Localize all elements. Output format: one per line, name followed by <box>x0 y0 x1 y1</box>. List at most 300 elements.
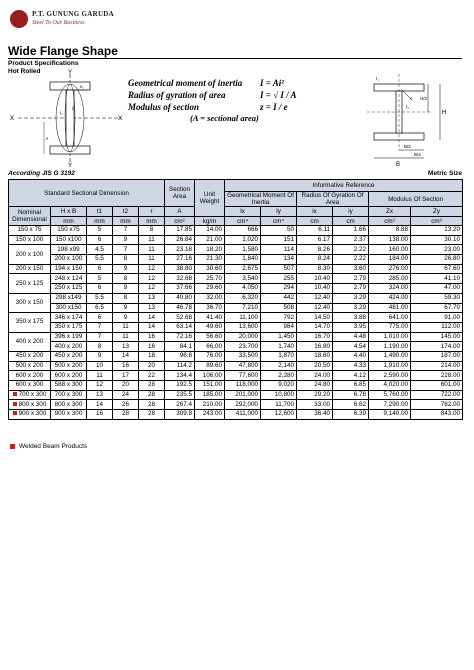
cell-r: 12 <box>139 284 165 294</box>
cell-r: 28 <box>139 400 165 410</box>
table-row <box>9 226 463 236</box>
ix-label: iₓ <box>60 111 63 116</box>
cell-nominal: 350 x 175 <box>9 313 51 332</box>
header-radius-of-gyration: Radius Of Gyration Of Area <box>297 192 369 207</box>
cell-zy: 47.00 <box>411 284 463 294</box>
cell-zx: 160.00 <box>369 245 411 255</box>
cross-section-axes-diagram <box>8 68 126 168</box>
cell-rx: 24.00 <box>297 371 333 381</box>
cell-nominal: 150 x 75 <box>9 226 51 236</box>
cell-a: 63.14 <box>165 322 195 332</box>
cell-t2: 8 <box>113 274 139 284</box>
cell-w: 66.00 <box>195 342 225 352</box>
cell-zx: 1,910.00 <box>369 361 411 371</box>
cell-hb: 250 x 125 <box>51 284 87 294</box>
header-r: r <box>139 207 165 217</box>
cell-w: 29.60 <box>195 284 225 294</box>
cell-ry: 2.79 <box>333 274 369 284</box>
table-row <box>9 264 463 274</box>
cell-zy: 30.10 <box>411 235 463 245</box>
table-row <box>9 235 463 245</box>
cell-w: 30.60 <box>195 264 225 274</box>
header-zy: Zy <box>411 207 463 217</box>
company-logo <box>10 8 120 36</box>
cell-nominal: 200 x 150 <box>9 264 51 274</box>
cell-a: 192.5 <box>165 381 195 391</box>
cell-r: 16 <box>139 342 165 352</box>
header-t1: t1 <box>87 207 113 217</box>
cell-ry: 3.88 <box>333 313 369 323</box>
cell-ry: 2.79 <box>333 284 369 294</box>
cell-ry: 4.33 <box>333 361 369 371</box>
cell-r: 28 <box>139 410 165 420</box>
cell-w: 49.60 <box>195 322 225 332</box>
welded-marker-icon <box>13 392 17 396</box>
cell-nominal: 450 x 200 <box>9 351 51 361</box>
table-row <box>9 284 463 294</box>
header-standard-dimension: Standard Sectional Dimension <box>9 180 165 207</box>
cell-rx: 29.20 <box>297 390 333 400</box>
cell-zx: 2,590.00 <box>369 371 411 381</box>
table-row <box>9 332 463 342</box>
cell-t2: 7 <box>113 226 139 236</box>
cell-r: 13 <box>139 293 165 303</box>
cell-w: 21.00 <box>195 235 225 245</box>
cell-rx: 12.40 <box>297 303 333 313</box>
cell-ix: 201,000 <box>225 390 261 400</box>
header-zx: Zx <box>369 207 411 217</box>
table-row <box>9 361 463 371</box>
cell-ix: 1,840 <box>225 255 261 265</box>
unit-iy: cm⁴ <box>261 217 297 226</box>
cell-hb: 700 x 300 <box>51 390 87 400</box>
cell-a: 267.4 <box>165 400 195 410</box>
cell-ry: 6.39 <box>333 410 369 420</box>
cell-rx: 33.00 <box>297 400 333 410</box>
cell-ry: 3.29 <box>333 303 369 313</box>
unit-t1: mm <box>87 217 113 226</box>
formula-row: Geometrical moment of inertia I = Ai² <box>128 78 284 88</box>
metric-size-label: Metric Size <box>428 170 462 177</box>
half-h-label: H/2 <box>420 96 428 101</box>
cell-t2: 14 <box>113 351 139 361</box>
cell-w: 89.60 <box>195 361 225 371</box>
cell-nominal: 800 x 300 <box>9 400 51 410</box>
t1-label: t₁ <box>376 77 380 82</box>
cell-iy: 984 <box>261 322 297 332</box>
header-t2: t2 <box>113 207 139 217</box>
half-b-label: B/2 <box>404 144 411 149</box>
cell-t1: 4.5 <box>87 245 113 255</box>
subtitle-hot-rolled: Hot Rolled <box>8 68 41 75</box>
cell-r: 16 <box>139 332 165 342</box>
table-row <box>9 313 463 323</box>
cell-zx: 481.00 <box>369 303 411 313</box>
cell-zx: 4,020.00 <box>369 381 411 391</box>
cell-ry: 4.12 <box>333 371 369 381</box>
cell-rx: 14.50 <box>297 313 333 323</box>
table-row <box>9 410 463 420</box>
unit-weight: kg/m <box>195 217 225 226</box>
cell-r: 12 <box>139 274 165 284</box>
cell-t2: 11 <box>113 332 139 342</box>
table-row <box>9 274 463 284</box>
cell-rx: 16.70 <box>297 332 333 342</box>
cell-iy: 12,600 <box>261 410 297 420</box>
cell-zy: 601.00 <box>411 381 463 391</box>
cell-a: 37.66 <box>165 284 195 294</box>
cell-nominal: 900 x 300 <box>9 410 51 420</box>
cell-iy: 10,800 <box>261 390 297 400</box>
cell-ix: 47,800 <box>225 361 261 371</box>
cell-hb: 900 x 300 <box>51 410 87 420</box>
table-row <box>9 351 463 361</box>
cell-a: 17.85 <box>165 226 195 236</box>
cell-t1: 10 <box>87 361 113 371</box>
header-informative-reference: Informative Reference <box>225 180 463 192</box>
cell-nominal: 500 x 200 <box>9 361 51 371</box>
cell-rx: 6.17 <box>297 235 333 245</box>
cell-hb: 298 x149 <box>51 293 87 303</box>
cell-ix: 2,675 <box>225 264 261 274</box>
cell-ix: 411,000 <box>225 410 261 420</box>
cell-zy: 174.00 <box>411 342 463 352</box>
cell-t2: 26 <box>113 400 139 410</box>
cell-w: 18.20 <box>195 245 225 255</box>
cell-zy: 23.00 <box>411 245 463 255</box>
cell-zy: 112.00 <box>411 322 463 332</box>
cell-zy: 13.20 <box>411 226 463 236</box>
cell-t1: 5.5 <box>87 293 113 303</box>
cell-iy: 255 <box>261 274 297 284</box>
cell-t2: 9 <box>113 264 139 274</box>
cell-ry: 6.85 <box>333 381 369 391</box>
cell-t1: 6 <box>87 313 113 323</box>
cell-w: 14.00 <box>195 226 225 236</box>
cell-hb: 500 x 200 <box>51 361 87 371</box>
cell-iy: 134 <box>261 255 297 265</box>
cell-r: 20 <box>139 361 165 371</box>
header-rx: ix <box>297 207 333 217</box>
table-row <box>9 303 463 313</box>
e-label: e <box>46 137 49 142</box>
cell-t1: 5.5 <box>87 255 113 265</box>
h-label: H <box>442 110 447 116</box>
ex-label: eₓ <box>80 85 84 90</box>
cell-a: 235.5 <box>165 390 195 400</box>
welded-marker-icon <box>10 444 15 449</box>
cell-ry: 1.66 <box>333 226 369 236</box>
cell-rx: 20.50 <box>297 361 333 371</box>
cell-nominal: 400 x 200 <box>9 332 51 351</box>
cell-iy: 2,140 <box>261 361 297 371</box>
unit-t2: mm <box>113 217 139 226</box>
cell-a: 72.16 <box>165 332 195 342</box>
b-label: B <box>396 162 401 168</box>
cell-ix: 666 <box>225 226 261 236</box>
cell-rx: 24.80 <box>297 381 333 391</box>
cell-iy: 507 <box>261 264 297 274</box>
cell-ry: 3.60 <box>333 264 369 274</box>
cell-rx: 36.40 <box>297 410 333 420</box>
cell-t2: 13 <box>113 342 139 352</box>
cell-a: 309.8 <box>165 410 195 420</box>
axis-y-bottom-label: Y <box>68 163 73 168</box>
welded-marker-icon <box>13 411 17 415</box>
unit-ry: cm <box>333 217 369 226</box>
axis-y-top-label: Y <box>68 70 73 76</box>
cell-r: 22 <box>139 371 165 381</box>
cell-ix: 1,020 <box>225 235 261 245</box>
cell-t2: 8 <box>113 293 139 303</box>
cell-hb: 200 x 100 <box>51 255 87 265</box>
cell-t2: 28 <box>113 410 139 420</box>
table-row <box>9 255 463 265</box>
cell-t1: 8 <box>87 342 113 352</box>
cell-zx: 424.00 <box>369 293 411 303</box>
cell-ix: 6,320 <box>225 293 261 303</box>
cell-hb: 248 x 124 <box>51 274 87 284</box>
unit-r: mm <box>139 217 165 226</box>
cell-a: 40.80 <box>165 293 195 303</box>
cell-iy: 2,280 <box>261 371 297 381</box>
cell-zy: 722.00 <box>411 390 463 400</box>
axis-x-right-label: X <box>118 116 123 122</box>
unit-area: cm² <box>165 217 195 226</box>
dimension-diagram <box>362 70 466 168</box>
cell-w: 185.00 <box>195 390 225 400</box>
cell-w: 32.00 <box>195 293 225 303</box>
cell-zx: 285.00 <box>369 274 411 284</box>
cell-rx: 12.40 <box>297 293 333 303</box>
formula-row: Radius of gyration of area I = √ I / A <box>128 90 297 100</box>
cell-t1: 6 <box>87 284 113 294</box>
subtitle-specifications: Product Specifications <box>8 60 79 67</box>
cell-zy: 228.00 <box>411 371 463 381</box>
cell-t2: 7 <box>113 245 139 255</box>
formula-row: Modulus of section z = I / e <box>128 102 288 112</box>
cell-nominal: 250 x 125 <box>9 274 51 293</box>
cell-w: 76.00 <box>195 351 225 361</box>
table-row <box>9 322 463 332</box>
cell-zy: 41.10 <box>411 274 463 284</box>
cell-t1: 6 <box>87 264 113 274</box>
unit-hxb: mm <box>51 217 87 226</box>
table-row <box>9 381 463 391</box>
cell-ry: 4.48 <box>333 332 369 342</box>
cell-t1: 11 <box>87 371 113 381</box>
cell-ix: 11,100 <box>225 313 261 323</box>
cell-r: 11 <box>139 245 165 255</box>
cell-w: 151.00 <box>195 381 225 391</box>
cell-iy: 1,450 <box>261 332 297 342</box>
cell-ix: 7,210 <box>225 303 261 313</box>
cell-w: 243.00 <box>195 410 225 420</box>
cell-zy: 843.00 <box>411 410 463 420</box>
cell-t2: 8 <box>113 255 139 265</box>
table-row <box>9 245 463 255</box>
cell-rx: 10.40 <box>297 284 333 294</box>
cell-iy: 50 <box>261 226 297 236</box>
logo-mark-icon <box>10 10 28 28</box>
legend-label: Welded Beam Products <box>19 443 88 450</box>
table-row <box>9 371 463 381</box>
unit-ix: cm⁴ <box>225 217 261 226</box>
cell-w: 210.00 <box>195 400 225 410</box>
page-title: Wide Flange Shape <box>8 44 118 58</box>
cell-ry: 2.37 <box>333 235 369 245</box>
cell-iy: 11,700 <box>261 400 297 410</box>
cell-ix: 13,600 <box>225 322 261 332</box>
cell-t1: 5 <box>87 226 113 236</box>
cell-zy: 67.70 <box>411 303 463 313</box>
cell-t2: 24 <box>113 390 139 400</box>
cell-hb: 400 x 200 <box>51 342 87 352</box>
specification-table <box>8 179 463 420</box>
cell-hb: 800 x 300 <box>51 400 87 410</box>
unit-zy: cm³ <box>411 217 463 226</box>
cell-w: 41.40 <box>195 313 225 323</box>
cell-ix: 118,000 <box>225 381 261 391</box>
cell-t1: 7 <box>87 322 113 332</box>
cell-rx: 8.30 <box>297 264 333 274</box>
cell-ry: 2.22 <box>333 245 369 255</box>
table-row <box>9 293 463 303</box>
header-iy: Iy <box>261 207 297 217</box>
cell-t2: 9 <box>113 284 139 294</box>
cell-ix: 292,000 <box>225 400 261 410</box>
cell-iy: 508 <box>261 303 297 313</box>
header-nominal-dimensional: Nominal Dimensional <box>9 207 51 226</box>
cell-ry: 4.54 <box>333 342 369 352</box>
cell-hb: 194 x 150 <box>51 264 87 274</box>
unit-zx: cm³ <box>369 217 411 226</box>
cell-t2: 20 <box>113 381 139 391</box>
cell-nominal: 300 x 150 <box>9 293 51 312</box>
cell-a: 46.78 <box>165 303 195 313</box>
cell-w: 56.60 <box>195 332 225 342</box>
cell-ix: 23,700 <box>225 342 261 352</box>
cell-r: 14 <box>139 322 165 332</box>
cell-zy: 782.00 <box>411 400 463 410</box>
cell-iy: 1,740 <box>261 342 297 352</box>
title-divider <box>8 58 462 59</box>
cell-zx: 8.88 <box>369 226 411 236</box>
cell-hb: 600 x 200 <box>51 371 87 381</box>
cell-ry: 3.29 <box>333 293 369 303</box>
cell-iy: 151 <box>261 235 297 245</box>
iy-label: iᵧ <box>72 107 75 112</box>
cell-ix: 20,000 <box>225 332 261 342</box>
cell-ix: 77,600 <box>225 371 261 381</box>
cell-hb: 150 x100 <box>51 235 87 245</box>
t2-label: t₂ <box>406 105 410 110</box>
cell-hb: 346 x 174 <box>51 313 87 323</box>
cell-rx: 16.80 <box>297 342 333 352</box>
cell-ry: 3.95 <box>333 322 369 332</box>
company-name: P.T. GUNUNG GARUDA <box>32 10 115 18</box>
cell-t2: 17 <box>113 371 139 381</box>
cell-ix: 3,540 <box>225 274 261 284</box>
cell-zx: 7,290.00 <box>369 400 411 410</box>
header-hxb: H x B <box>51 207 87 217</box>
cell-a: 38.80 <box>165 264 195 274</box>
cell-zx: 1,190.00 <box>369 342 411 352</box>
cell-w: 36.70 <box>195 303 225 313</box>
cell-w: 21.30 <box>195 255 225 265</box>
cell-ix: 33,500 <box>225 351 261 361</box>
quarter-b-label: B/4 <box>414 152 421 157</box>
cell-r: 8 <box>139 226 165 236</box>
cell-t2: 16 <box>113 361 139 371</box>
cell-nominal: 700 x 300 <box>9 390 51 400</box>
cell-w: 106.00 <box>195 371 225 381</box>
cell-zy: 26.80 <box>411 255 463 265</box>
cell-zx: 5,760.00 <box>369 390 411 400</box>
cell-a: 134.4 <box>165 371 195 381</box>
cell-zx: 641.00 <box>369 313 411 323</box>
header-area-symbol: A <box>165 207 195 217</box>
header-unit-weight: Unit Weight <box>195 180 225 217</box>
cell-t1: 14 <box>87 400 113 410</box>
cell-t2: 9 <box>113 303 139 313</box>
cell-t2: 9 <box>113 235 139 245</box>
cell-a: 84.1 <box>165 342 195 352</box>
cell-iy: 294 <box>261 284 297 294</box>
cell-zy: 91.00 <box>411 313 463 323</box>
cell-a: 23.18 <box>165 245 195 255</box>
table-row <box>9 342 463 352</box>
header-section-area: Section Area <box>165 180 195 207</box>
cell-zy: 187.00 <box>411 351 463 361</box>
cell-zx: 9,140.00 <box>369 410 411 420</box>
cell-hb: 396 x 199 <box>51 332 87 342</box>
legend <box>10 443 87 450</box>
cell-rx: 14.70 <box>297 322 333 332</box>
specification-table-body <box>9 226 463 420</box>
cell-iy: 1,870 <box>261 351 297 361</box>
cell-t1: 16 <box>87 410 113 420</box>
cell-ix: 4,050 <box>225 284 261 294</box>
cell-zx: 138.00 <box>369 235 411 245</box>
cell-zx: 775.00 <box>369 322 411 332</box>
cell-rx: 8.26 <box>297 245 333 255</box>
cell-a: 26.84 <box>165 235 195 245</box>
cell-r: 11 <box>139 255 165 265</box>
cell-zx: 324.00 <box>369 284 411 294</box>
cell-hb: 300 x150 <box>51 303 87 313</box>
cell-r: 11 <box>139 235 165 245</box>
cell-r: 28 <box>139 390 165 400</box>
cell-a: 32.68 <box>165 274 195 284</box>
header-ix: Ix <box>225 207 261 217</box>
cell-nominal: 600 x 300 <box>9 381 51 391</box>
cell-zy: 59.30 <box>411 293 463 303</box>
cell-iy: 792 <box>261 313 297 323</box>
cell-ix: 1,580 <box>225 245 261 255</box>
cell-rx: 10.40 <box>297 274 333 284</box>
table-row <box>9 400 463 410</box>
cell-r: 28 <box>139 381 165 391</box>
cell-hb: 198 x99 <box>51 245 87 255</box>
cell-rx: 18.60 <box>297 351 333 361</box>
cell-rx: 6.11 <box>297 226 333 236</box>
cell-t1: 6.5 <box>87 303 113 313</box>
cell-t2: 11 <box>113 322 139 332</box>
cell-t1: 13 <box>87 390 113 400</box>
cell-t1: 7 <box>87 332 113 342</box>
cell-hb: 588 x 300 <box>51 381 87 391</box>
